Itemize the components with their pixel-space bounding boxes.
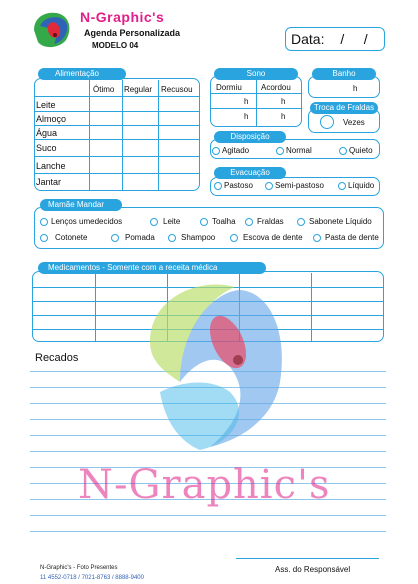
radio-quieto[interactable] bbox=[339, 147, 347, 155]
fraldas-tab: Troca de Fraldas bbox=[310, 102, 378, 114]
medicamentos-tab: Medicamentos - Somente com a receita médica bbox=[38, 262, 266, 274]
sono-h: h bbox=[244, 112, 249, 121]
opt-pastoso: Pastoso bbox=[224, 181, 253, 190]
alimentacao-box bbox=[34, 78, 200, 191]
recados-title: Recados bbox=[35, 352, 79, 364]
opt-quieto: Quieto bbox=[349, 146, 373, 155]
brand-name bbox=[80, 9, 164, 25]
item-toalha: Toalha bbox=[212, 217, 236, 226]
date-label: Data: bbox=[291, 31, 325, 47]
ruled-line bbox=[30, 371, 386, 372]
footer-company: N-Graphic's - Foto Presentes bbox=[40, 565, 118, 571]
item-escova: Escova de dente bbox=[243, 233, 303, 242]
item-lencos: Lenços umedecidos bbox=[51, 217, 123, 226]
sono-h: h bbox=[281, 97, 286, 106]
radio-sabonete[interactable] bbox=[297, 218, 305, 226]
brand-text: N-Graphic's bbox=[80, 9, 165, 25]
alimentacao-tab: Alimentação bbox=[38, 68, 116, 80]
divider bbox=[33, 329, 383, 330]
sono-tab: Sono bbox=[214, 68, 298, 80]
item-fraldas: Fraldas bbox=[257, 217, 284, 226]
divider bbox=[211, 93, 301, 94]
divider bbox=[35, 139, 199, 140]
radio-toalha[interactable] bbox=[200, 218, 208, 226]
watermark-text: N-Graphic's bbox=[78, 462, 331, 508]
sono-h: h bbox=[244, 97, 249, 106]
radio-semi-pastoso[interactable] bbox=[265, 182, 273, 190]
radio-leite[interactable] bbox=[150, 218, 158, 226]
fraldas-vezes: Vezes bbox=[343, 118, 365, 127]
ruled-line bbox=[30, 483, 386, 484]
divider bbox=[33, 287, 383, 288]
row-suco: Suco bbox=[36, 143, 57, 153]
row-jantar: Jantar bbox=[36, 177, 62, 187]
opt-semi-pastoso: Semi-pastoso bbox=[275, 181, 324, 190]
radio-pastoso[interactable] bbox=[214, 182, 222, 190]
item-pomada: Pomada bbox=[125, 233, 155, 242]
divider bbox=[211, 108, 301, 109]
footer-phones: 11 4552-0718 / 7021-8763 / 8888-9400 bbox=[40, 575, 144, 581]
signature-line bbox=[236, 558, 379, 559]
radio-shampoo[interactable] bbox=[168, 234, 176, 242]
banho-h: h bbox=[353, 84, 358, 93]
divider bbox=[35, 125, 199, 126]
radio-escova[interactable] bbox=[230, 234, 238, 242]
radio-fraldas[interactable] bbox=[245, 218, 253, 226]
date-slashes: / / bbox=[340, 31, 368, 47]
divider bbox=[95, 273, 96, 341]
divider bbox=[239, 273, 240, 341]
item-sabonete: Sabonete Líquido bbox=[309, 217, 372, 226]
brand-logo-icon bbox=[30, 8, 74, 52]
divider bbox=[35, 111, 199, 112]
row-agua: Água bbox=[36, 128, 58, 138]
radio-cotonete[interactable] bbox=[40, 234, 48, 242]
divider bbox=[311, 273, 312, 341]
divider bbox=[33, 301, 383, 302]
radio-liquido[interactable] bbox=[338, 182, 346, 190]
col-recusou: Recusou bbox=[161, 85, 193, 94]
divider bbox=[256, 80, 257, 126]
divider bbox=[35, 96, 199, 97]
opt-normal: Normal bbox=[286, 146, 312, 155]
divider bbox=[33, 315, 383, 316]
date-field[interactable] bbox=[285, 27, 385, 51]
col-otimo: Ótimo bbox=[93, 85, 115, 94]
radio-pomada[interactable] bbox=[111, 234, 119, 242]
divider bbox=[167, 273, 168, 341]
ruled-line bbox=[30, 515, 386, 516]
mamae-tab: Mamãe Mandar bbox=[40, 199, 112, 211]
signature-label: Ass. do Responsável bbox=[275, 565, 351, 574]
ruled-line bbox=[30, 403, 386, 404]
ruled-line bbox=[30, 387, 386, 388]
item-shampoo: Shampoo bbox=[181, 233, 216, 242]
row-almoco: Almoço bbox=[36, 114, 67, 124]
radio-lencos[interactable] bbox=[40, 218, 48, 226]
col-regular: Regular bbox=[124, 85, 153, 94]
ruled-line bbox=[30, 435, 386, 436]
ruled-line bbox=[30, 531, 386, 532]
model-label: MODELO 04 bbox=[92, 41, 139, 50]
medicamentos-box bbox=[32, 271, 384, 342]
evacuacao-tab: Evacuação bbox=[214, 167, 286, 179]
ruled-line bbox=[30, 499, 386, 500]
item-leite: Leite bbox=[163, 217, 181, 226]
ruled-line bbox=[30, 451, 386, 452]
subtitle: Agenda Personalizada bbox=[84, 28, 181, 38]
radio-agitado[interactable] bbox=[212, 147, 220, 155]
fraldas-count-circle[interactable] bbox=[320, 115, 334, 129]
row-leite: Leite bbox=[36, 100, 56, 110]
col-dormiu: Dormiu bbox=[216, 83, 242, 92]
ruled-line bbox=[30, 467, 386, 468]
mamae-box bbox=[34, 207, 384, 249]
col-acordou: Acordou bbox=[261, 83, 291, 92]
item-pasta: Pasta de dente bbox=[325, 233, 379, 242]
item-cotonete: Cotonete bbox=[55, 233, 88, 242]
disposicao-tab: Disposição bbox=[214, 131, 286, 143]
radio-pasta[interactable] bbox=[313, 234, 321, 242]
banho-tab: Banho bbox=[312, 68, 376, 80]
sono-h: h bbox=[281, 112, 286, 121]
ruled-line bbox=[30, 419, 386, 420]
divider bbox=[35, 156, 199, 157]
divider bbox=[35, 173, 199, 174]
row-lanche: Lanche bbox=[36, 161, 66, 171]
opt-agitado: Agitado bbox=[222, 146, 250, 155]
opt-liquido: Líquido bbox=[348, 181, 375, 190]
radio-normal[interactable] bbox=[276, 147, 284, 155]
